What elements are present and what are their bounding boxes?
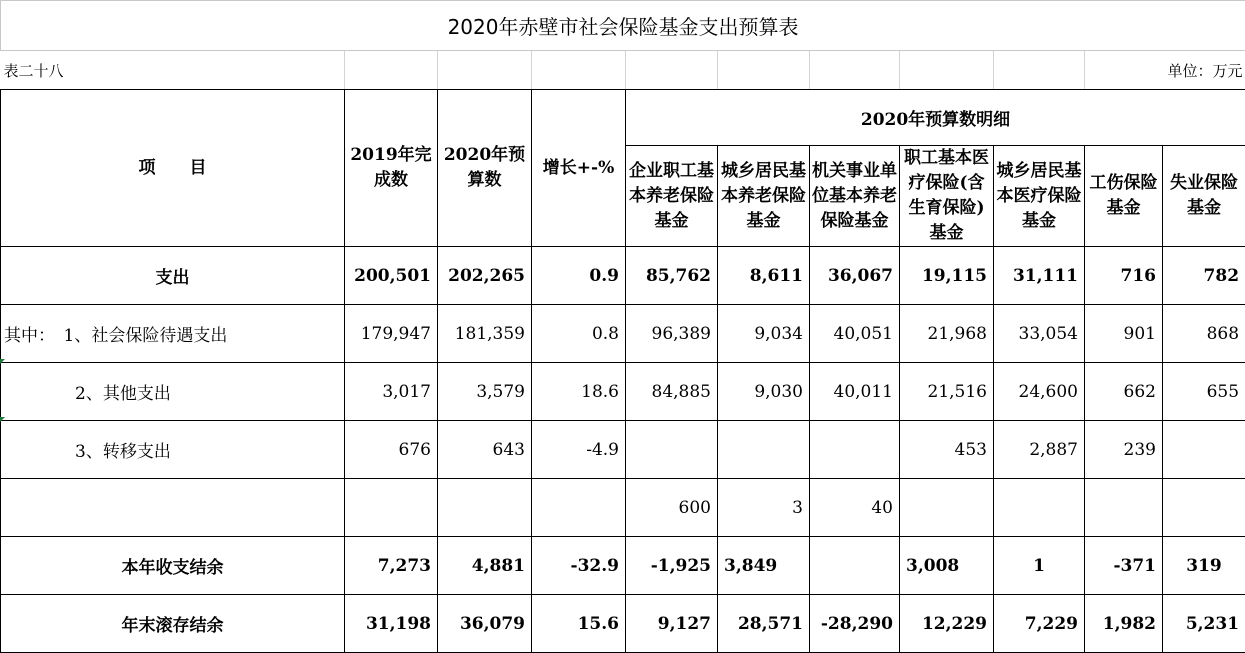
cell-detail: 1 [994, 537, 1085, 595]
cell-2020: 643 [438, 421, 532, 479]
cell-detail: 9,030 [718, 363, 810, 421]
cell-detail: 600 [626, 479, 718, 537]
cell-detail [810, 537, 900, 595]
header-detail-col: 机关事业单位基本养老保险基金 [810, 146, 900, 247]
cell-detail: 3 [718, 479, 810, 537]
cell-2019: 31,198 [345, 595, 438, 653]
cell-detail: 3,008 [900, 537, 994, 595]
cell-2020: 36,079 [438, 595, 532, 653]
unit-label: 单位：万元 [1085, 51, 1245, 90]
header-2020: 2020年预算数 [438, 90, 532, 247]
row-label: 支出 [1, 247, 345, 305]
cell-2019: 676 [345, 421, 438, 479]
cell-2019 [345, 479, 438, 537]
empty-cell [626, 51, 718, 90]
table-row [1, 305, 1245, 363]
cell-detail: 2,887 [994, 421, 1085, 479]
cell-detail: 9,127 [626, 595, 718, 653]
table-row [1, 363, 1245, 421]
table-row [1, 479, 1245, 537]
cell-detail [1085, 479, 1163, 537]
cell-detail: 96,389 [626, 305, 718, 363]
cell-detail: 9,034 [718, 305, 810, 363]
cell-growth: -4.9 [532, 421, 626, 479]
cell-2020: 202,265 [438, 247, 532, 305]
cell-detail: 36,067 [810, 247, 900, 305]
header-growth: 增长+-% [532, 90, 626, 247]
row-label: 3、转移支出 [1, 421, 345, 479]
cell-detail: 655 [1163, 363, 1245, 421]
cell-detail: 31,111 [994, 247, 1085, 305]
cell-detail: 8,611 [718, 247, 810, 305]
header-2019: 2019年完成数 [345, 90, 438, 247]
header-detail-col: 城乡居民基本医疗保险基金 [994, 146, 1085, 247]
row-label [1, 479, 345, 537]
row-label: 其中： 1、社会保险待遇支出 [1, 305, 345, 363]
header-detail-col: 失业保险基金 [1163, 146, 1245, 247]
empty-cell [718, 51, 810, 90]
cell-2019: 3,017 [345, 363, 438, 421]
cell-growth: 15.6 [532, 595, 626, 653]
table-row [1, 537, 1245, 595]
cell-comment-marker [0, 359, 5, 364]
cell-2019: 179,947 [345, 305, 438, 363]
cell-detail: 782 [1163, 247, 1245, 305]
empty-cell [810, 51, 900, 90]
cell-detail [718, 421, 810, 479]
cell-detail: 5,231 [1163, 595, 1245, 653]
cell-detail: 716 [1085, 247, 1163, 305]
table-row [1, 247, 1245, 305]
cell-detail: 33,054 [994, 305, 1085, 363]
cell-detail [1163, 479, 1245, 537]
cell-comment-marker [0, 417, 5, 422]
cell-detail: 40,051 [810, 305, 900, 363]
table-number: 表二十八 [1, 51, 345, 90]
cell-detail: 901 [1085, 305, 1163, 363]
cell-growth: 18.6 [532, 363, 626, 421]
cell-detail: 24,600 [994, 363, 1085, 421]
cell-detail: 3,849 [718, 537, 810, 595]
cell-growth: -32.9 [532, 537, 626, 595]
cell-detail: 84,885 [626, 363, 718, 421]
header-detail-col: 工伤保险基金 [1085, 146, 1163, 247]
cell-detail: 21,516 [900, 363, 994, 421]
cell-detail: 319 [1163, 537, 1245, 595]
cell-detail: -1,925 [626, 537, 718, 595]
cell-detail: 662 [1085, 363, 1163, 421]
cell-detail: -371 [1085, 537, 1163, 595]
cell-detail: -28,290 [810, 595, 900, 653]
cell-detail: 21,968 [900, 305, 994, 363]
header-detail-col: 企业职工基本养老保险基金 [626, 146, 718, 247]
empty-cell [994, 51, 1085, 90]
header-detail-col: 职工基本医疗保险(含生育保险)基金 [900, 146, 994, 247]
cell-detail [1163, 421, 1245, 479]
cell-detail: 868 [1163, 305, 1245, 363]
header-item: 项 目 [1, 90, 345, 247]
table-row [1, 595, 1245, 653]
cell-detail: 19,115 [900, 247, 994, 305]
cell-detail: 28,571 [718, 595, 810, 653]
cell-detail: 12,229 [900, 595, 994, 653]
cell-detail: 453 [900, 421, 994, 479]
cell-growth: 0.9 [532, 247, 626, 305]
cell-2020: 3,579 [438, 363, 532, 421]
cell-detail [810, 421, 900, 479]
table-row [1, 421, 1245, 479]
cell-2020: 181,359 [438, 305, 532, 363]
empty-cell [438, 51, 532, 90]
row-label: 2、其他支出 [1, 363, 345, 421]
cell-growth [532, 479, 626, 537]
cell-detail: 239 [1085, 421, 1163, 479]
empty-cell [532, 51, 626, 90]
cell-2020: 4,881 [438, 537, 532, 595]
cell-2019: 7,273 [345, 537, 438, 595]
cell-detail [626, 421, 718, 479]
cell-detail [994, 479, 1085, 537]
row-label: 年末滚存结余 [1, 595, 345, 653]
empty-cell [345, 51, 438, 90]
cell-detail: 40,011 [810, 363, 900, 421]
row-label: 本年收支结余 [1, 537, 345, 595]
cell-detail: 40 [810, 479, 900, 537]
cell-detail: 1,982 [1085, 595, 1163, 653]
cell-detail: 7,229 [994, 595, 1085, 653]
table-title: 2020年赤壁市社会保险基金支出预算表 [1, 1, 1245, 51]
header-detail-title: 2020年预算数明细 [626, 90, 1245, 146]
cell-detail: 85,762 [626, 247, 718, 305]
cell-detail [900, 479, 994, 537]
cell-2019: 200,501 [345, 247, 438, 305]
cell-growth: 0.8 [532, 305, 626, 363]
cell-2020 [438, 479, 532, 537]
empty-cell [900, 51, 994, 90]
header-detail-col: 城乡居民基本养老保险基金 [718, 146, 810, 247]
